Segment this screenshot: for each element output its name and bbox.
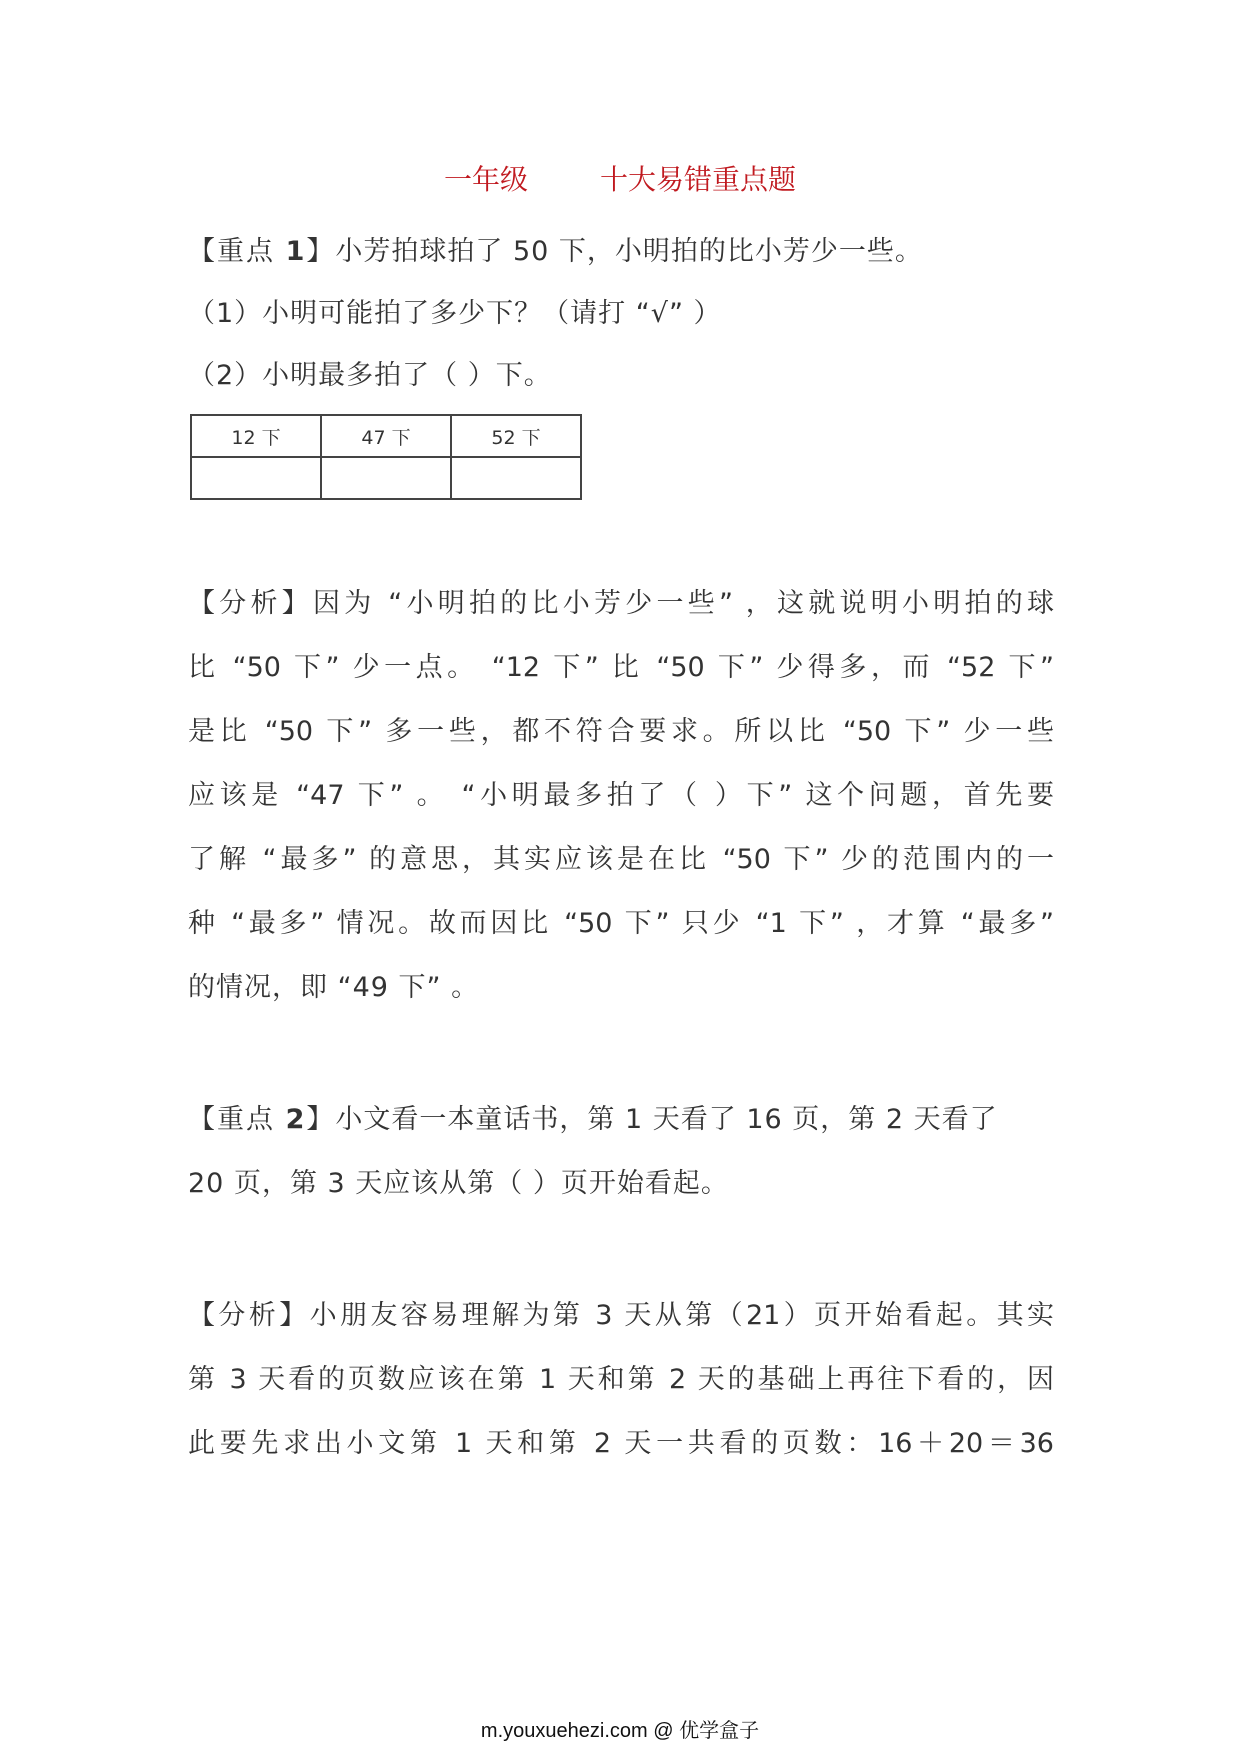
analysis1-line: 是比 “50 下” 多一些，都不符合要求。所以比 “50 下” 少一些 (188, 716, 1054, 747)
point1-tag: 【重点 1】 (188, 236, 336, 267)
point1-question-line (188, 232, 1054, 272)
point1-question: 小芳拍球拍了 50 下，小明拍的比小芳少一些。 (335, 236, 923, 267)
analysis1-line: 了解 “最多” 的意思，其实应该是在比 “50 下” 少的范围内的一 (188, 844, 1054, 875)
options-table (190, 414, 582, 500)
point1-sub-question-2: （2）小明最多拍了（ ）下。 (188, 360, 552, 391)
point2-question-line (188, 1100, 1054, 1140)
point2-tag: 【重点 2】 (188, 1104, 336, 1135)
analysis1-line: 种 “最多” 情况。故而因比 “50 下” 只少 “1 下” ，才算 “最多” (188, 908, 1054, 939)
answer-cell[interactable] (191, 457, 321, 499)
analysis1-line: 的情况，即 “49 下” 。 (188, 972, 480, 1003)
point2-question-line-2: 20 页，第 3 天应该从第（ ）页开始看起。 (188, 1168, 729, 1199)
analysis1-line: 比 “50 下” 少一点。 “12 下” 比 “50 下” 少得多，而 “52 下” (188, 652, 1054, 683)
answer-cell[interactable] (451, 457, 581, 499)
analysis2-line: 此要先求出小文第 1 天和第 2 天一共看的页数：16＋20＝36 (188, 1428, 1054, 1459)
title-grade: 一年级 (443, 163, 528, 196)
option-cell: 47 下 (321, 415, 451, 457)
analysis1-line: 应该是 “47 下” 。 “小明最多拍了（ ）下” 这个问题，首先要 (188, 780, 1054, 811)
page-title (0, 160, 1240, 200)
point1-sub-question-1: （1）小明可能拍了多少下？（请打 “√” ） (188, 298, 722, 329)
analysis2-line: 第 3 天看的页数应该在第 1 天和第 2 天的基础上再往下看的，因 (188, 1364, 1054, 1395)
option-cell: 52 下 (451, 415, 581, 457)
option-cell: 12 下 (191, 415, 321, 457)
footer-watermark: m.youxuehezi.com @ 优学盒子 (480, 1720, 760, 1742)
analysis2-line: 【分析】小朋友容易理解为第 3 天从第（21）页开始看起。其实 (188, 1300, 1054, 1331)
title-topic: 十大易错重点题 (600, 163, 797, 196)
point2-question: 小文看一本童话书，第 1 天看了 16 页，第 2 天看了 (335, 1104, 998, 1135)
analysis1-line: 【分析】因为 “小明拍的比小芳少一些” ，这就说明小明拍的球 (188, 588, 1054, 619)
options-header-row (191, 415, 581, 457)
answer-cell[interactable] (321, 457, 451, 499)
options-answer-row (191, 457, 581, 499)
